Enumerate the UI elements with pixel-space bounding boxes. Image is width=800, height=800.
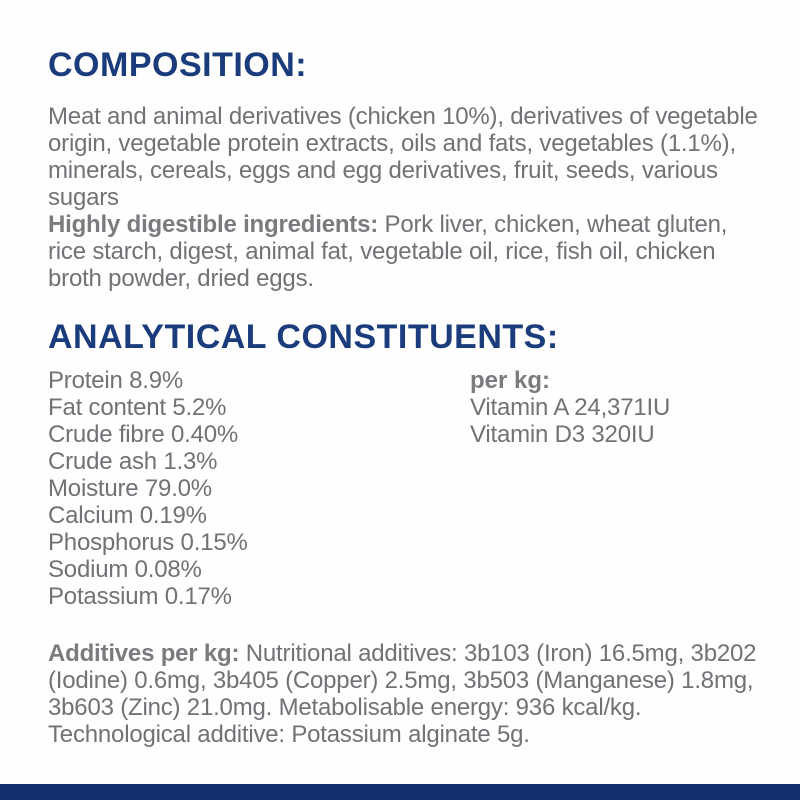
per-kg-label: per kg:	[470, 367, 551, 394]
digestible-ingredients-body: Pork liver, chicken, wheat gluten, rice starch, digest, animal fat, vegetable oil, rice, fish oil, chicken broth powder, dried eggs.	[48, 211, 728, 292]
digestible-ingredients-label: Highly digestible ingredients:	[48, 211, 379, 238]
constituent-item: Moisture 79.0%	[48, 475, 212, 502]
constituent-item: Protein 8.9%	[48, 367, 184, 394]
per-kg-list	[470, 367, 758, 448]
additives-paragraph	[48, 640, 758, 748]
constituent-item: Phosphorus 0.15%	[48, 529, 248, 556]
constituent-item: Calcium 0.19%	[48, 502, 207, 529]
composition-heading: COMPOSITION:	[48, 46, 308, 84]
constituent-item: Potassium 0.17%	[48, 583, 232, 610]
vitamin-item: Vitamin D3 320IU	[470, 421, 655, 448]
additives-body: Nutritional additives: 3b103 (Iron) 16.5mg, 3b202 (Iodine) 0.6mg, 3b405 (Copper) 2.5mg, 3b503 (Manganese) 1.8mg, 3b603 (Zinc) 21.0mg. Metabolisable energy: 936 kcal/kg. Technological additive: Potassium alginate 5g.	[48, 640, 757, 748]
analytical-constituents-heading: ANALYTICAL CONSTITUENTS:	[48, 318, 559, 356]
constituent-item: Sodium 0.08%	[48, 556, 202, 583]
composition-body: Meat and animal derivatives (chicken 10%), derivatives of vegetable origin, vegetable protein extracts, oils and fats, vegetables (1.1%), minerals, cereals, eggs and egg derivatives, fruit, seeds, various sugars	[48, 103, 758, 211]
footer-accent-bar	[0, 784, 800, 800]
additives-label: Additives per kg:	[48, 640, 240, 667]
constituent-item: Crude fibre 0.40%	[48, 421, 239, 448]
constituent-item: Fat content 5.2%	[48, 394, 227, 421]
digestible-ingredients	[48, 211, 758, 292]
constituent-item: Crude ash 1.3%	[48, 448, 218, 475]
analytical-columns	[48, 367, 758, 610]
constituents-list	[48, 367, 470, 610]
vitamin-item: Vitamin A 24,371IU	[470, 394, 671, 421]
